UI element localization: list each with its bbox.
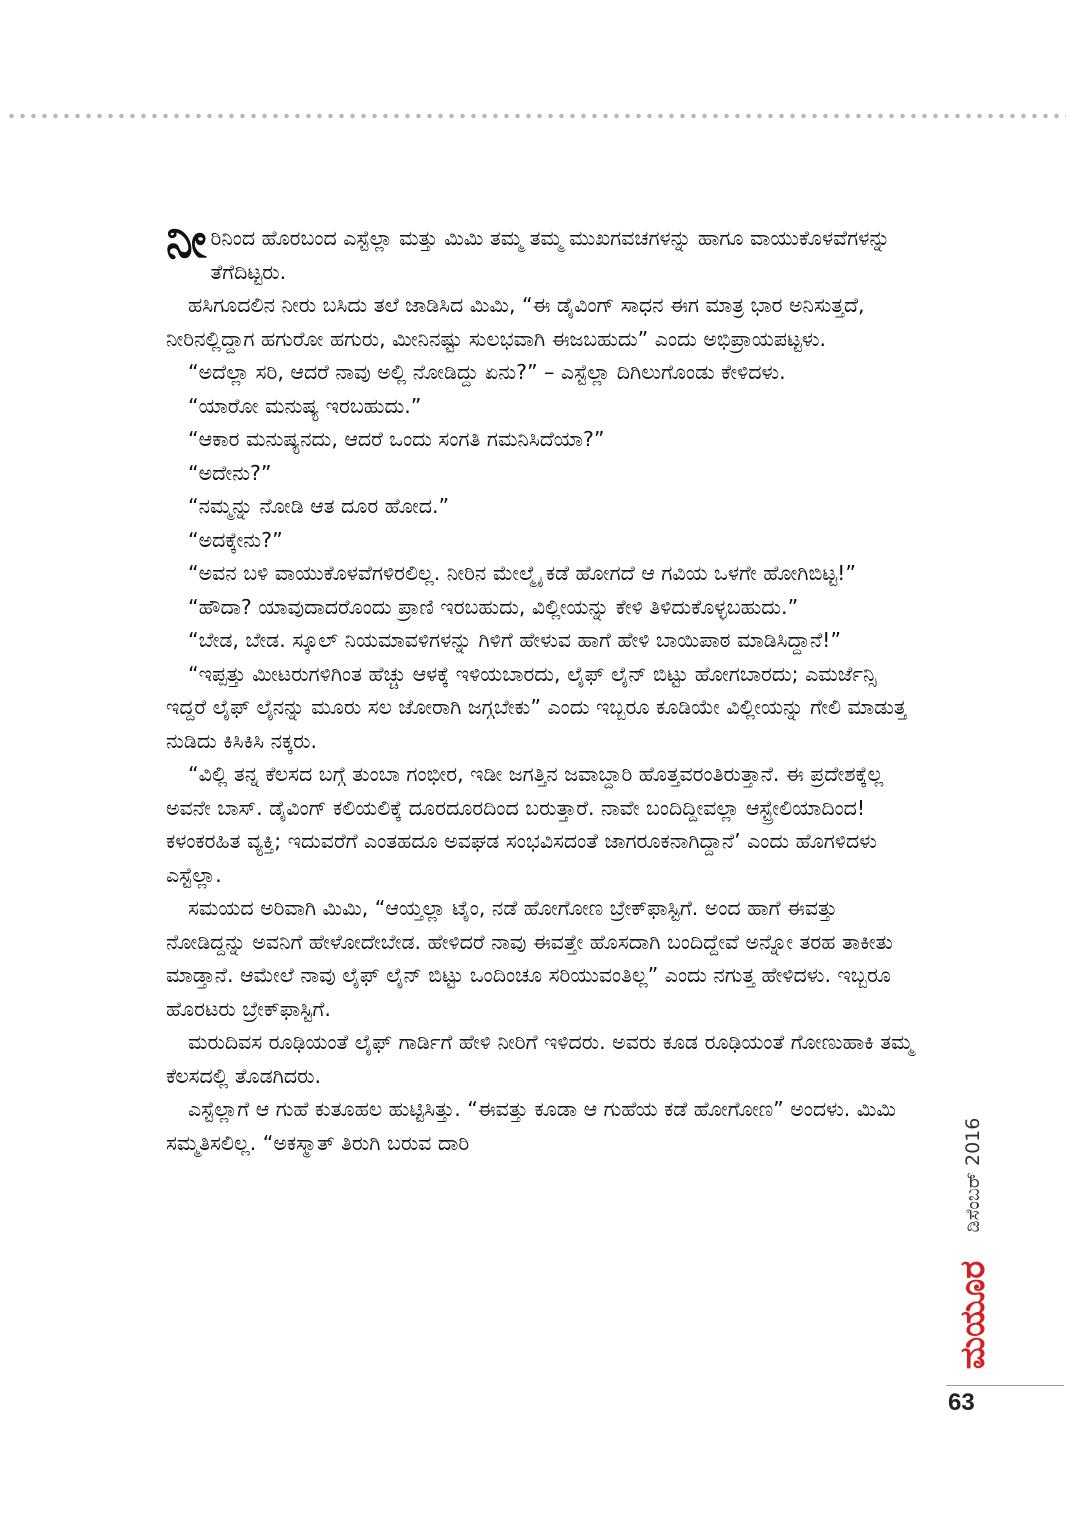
article-paragraph: “ಬೇಡ, ಬೇಡ. ಸ್ಕೂಲ್ ನಿಯಮಾವಳಿಗಳನ್ನು ಗಿಳಿಗೆ ಹೇಳುವ ಹಾಗೆ ಹೇಳಿ ಬಾಯಿಪಾಠ ಮಾಡಿಸಿದ್ದಾನೆ!”	[188, 628, 841, 652]
article-paragraph: ಹಸಿಗೂದಲಿನ ನೀರು ಬಸಿದು ತಲೆ ಜಾಡಿಸಿದ ಮಿಮಿ, “ಈ ಡೈವಿಂಗ್ ಸಾಧನ ಈಗ ಮಾತ್ರ ಭಾರ ಅನಿಸುತ್ತದೆ, ನೀರಿನಲ್ಲಿದ್ದಾಗ ಹಗುರೋ ಹಗುರು, ಮೀನಿನಷ್ಟು ಸುಲಭವಾಗಿ ಈಜಬಹುದು” ಎಂದು ಅಭಿಪ್ರಾಯಪಟ್ಟಳು.	[166, 293, 865, 351]
article-body	[166, 213, 918, 1160]
article-paragraph: ಮರುದಿವಸ ರೂಢಿಯಂತೆ ಲೈಫ್ ಗಾರ್ಡಿಗೆ ಹೇಳಿ ನೀರಿಗೆ ಇಳಿದರು. ಅವರು ಕೂಡ ರೂಢಿಯಂತೆ ಗೋಣುಹಾಕಿ ತಮ್ಮ ಕೆಲಸದಲ್ಲಿ ತೊಡಗಿದರು.	[166, 1030, 914, 1088]
page-number-rule	[946, 1385, 1064, 1386]
magazine-logo: ಮಯೂರ	[953, 1260, 993, 1370]
paragraph-text: ರಿನಿಂದ ಹೊರಬಂದ ಎಸ್ಟೆಲ್ಲಾ ಮತ್ತು ಮಿಮಿ ತಮ್ಮ ತಮ್ಮ ಮುಖಗವಚಗಳನ್ನು ಹಾಗೂ ವಾಯುಕೊಳವೆಗಳನ್ನು ತೆಗೆದಿಟ್ಟರು.	[210, 226, 891, 284]
article-paragraph: “ಇಪ್ಪತ್ತು ಮೀಟರುಗಳಿಗಿಂತ ಹೆಚ್ಚು ಆಳಕ್ಕೆ ಇಳಿಯಬಾರದು, ಲೈಫ್ ಲೈನ್ ಬಿಟ್ಟು ಹೋಗಬಾರದು; ಎಮರ್ಜೆನ್ಸಿ ಇದ್ದರೆ ಲೈಫ್ ಲೈನನ್ನು ಮೂರು ಸಲ ಜೋರಾಗಿ ಜಗ್ಗಬೇಕು” ಎಂದು ಇಬ್ಬರೂ ಕೂಡಿಯೇ ವಿಲ್ಲೀಯನ್ನು ಗೇಲಿ ಮಾಡುತ್ತ ನುಡಿದು ಕಿಸಿಕಿಸಿ ನಕ್ಕರು.	[166, 661, 907, 753]
article-paragraph: “ವಿಲ್ಲಿ ತನ್ನ ಕೆಲಸದ ಬಗ್ಗೆ ತುಂಬಾ ಗಂಭೀರ, ಇಡೀ ಜಗತ್ತಿನ ಜವಾಬ್ದಾರಿ ಹೊತ್ತವರಂತಿರುತ್ತಾನೆ. ಈ ಪ್ರದೇಶಕ್ಕೆಲ್ಲ ಅವನೇ ಬಾಸ್. ಡೈವಿಂಗ್ ಕಲಿಯಲಿಕ್ಕೆ ದೂರದೂರದಿಂದ ಬರುತ್ತಾರೆ. ನಾವೇ ಬಂದಿದ್ದೀವಲ್ಲಾ ಆಸ್ಟ್ರೇಲಿಯಾದಿಂದ! ಕಳಂಕರಹಿತ ವ್ಯಕ್ತಿ; ಇದುವರೆಗೆ ಎಂತಹದೂ ಅವಘಡ ಸಂಭವಿಸದಂತೆ ಜಾಗರೂಕನಾಗಿದ್ದಾನೆ’ ಎಂದು ಹೊಗಳಿದಳು ಎಸ್ಟೆಲ್ಲಾ.	[166, 762, 884, 887]
article-paragraph: “ಅವನ ಬಳಿ ವಾಯುಕೊಳವೆಗಳಿರಲಿಲ್ಲ. ನೀರಿನ ಮೇಲ್ಮೈ ಕಡೆ ಹೋಗದೆ ಆ ಗವಿಯ ಒಳಗೇ ಹೋಗಿಬಿಟ್ಟ!”	[188, 561, 856, 585]
article-paragraph: “ಹೌದಾ? ಯಾವುದಾದರೊಂದು ಪ್ರಾಣಿ ಇರಬಹುದು, ವಿಲ್ಲೀಯನ್ನು ಕೇಳಿ ತಿಳಿದುಕೊಳ್ಳಬಹುದು.”	[188, 594, 799, 619]
issue-date: ಡಿಸೆಂಬರ್ 2016	[962, 1117, 984, 1233]
article-paragraph: ಎಸ್ಟೆಲ್ಲಾಗೆ ಆ ಗುಹೆ ಕುತೂಹಲ ಹುಟ್ಟಿಸಿತ್ತು. “ಈವತ್ತು ಕೂಡಾ ಆ ಗುಹೆಯ ಕಡೆ ಹೋಗೋಣ” ಅಂದಳು. ಮಿಮಿ ಸಮ್ಮತಿಸಲಿಲ್ಲ. “ಅಕಸ್ಮಾತ್ ತಿರುಗಿ ಬರುವ ದಾರಿ	[166, 1097, 896, 1155]
article-paragraph: “ನಮ್ಮನ್ನು ನೋಡಿ ಆತ ದೂರ ಹೋದ.”	[188, 494, 450, 518]
article-paragraph: “ಯಾರೋ ಮನುಷ್ಯ ಇರಬಹುದು.”	[188, 393, 422, 418]
article-paragraph: “ಅದಕ್ಕೇನು?”	[188, 527, 283, 552]
article-paragraph	[166, 213, 918, 289]
article-paragraph: “ಆಕಾರ ಮನುಷ್ಯನದು, ಆದರೆ ಒಂದು ಸಂಗತಿ ಗಮನಿಸಿದೆಯಾ?”	[188, 427, 605, 451]
drop-cap: ನೀ	[166, 213, 207, 269]
page-number: 63	[948, 1389, 975, 1416]
magazine-masthead	[948, 1090, 998, 1380]
dotted-header-rule	[6, 112, 1066, 120]
article-paragraph: “ಅದೇನು?”	[188, 460, 272, 485]
article-paragraph: “ಅದೆಲ್ಲಾ ಸರಿ, ಆದರೆ ನಾವು ಅಲ್ಲಿ ನೋಡಿದ್ದು ಏನು?” – ಎಸ್ಟೆಲ್ಲಾ ದಿಗಿಲುಗೊಂಡು ಕೇಳಿದಳು.	[188, 360, 786, 384]
article-paragraph: ಸಮಯದ ಅರಿವಾಗಿ ಮಿಮಿ, “ಆಯ್ತಲ್ಲಾ ಟೈಂ, ನಡೆ ಹೋಗೋಣ ಬ್ರೇಕ್‌ಫಾಸ್ಟಿಗೆ. ಅಂದ ಹಾಗೆ ಈವತ್ತು ನೋಡಿದ್ದನ್ನು ಅವನಿಗೆ ಹೇಳೋದೇಬೇಡ. ಹೇಳಿದರೆ ನಾವು ಈವತ್ತೇ ಹೊಸದಾಗಿ ಬಂದಿದ್ದೇವೆ ಅನ್ನೋ ತರಹ ತಾಕೀತು ಮಾಡ್ತಾನೆ. ಆಮೇಲೆ ನಾವು ಲೈಫ್ ಲೈನ್ ಬಿಟ್ಟು ಒಂದಿಂಚೂ ಸರಿಯುವಂತಿಲ್ಲ” ಎಂದು ನಗುತ್ತ ಹೇಳಿದಳು. ಇಬ್ಬರೂ ಹೊರಟರು ಬ್ರೇಕ್‌ಫಾಸ್ಟಿಗೆ.	[166, 896, 893, 1021]
